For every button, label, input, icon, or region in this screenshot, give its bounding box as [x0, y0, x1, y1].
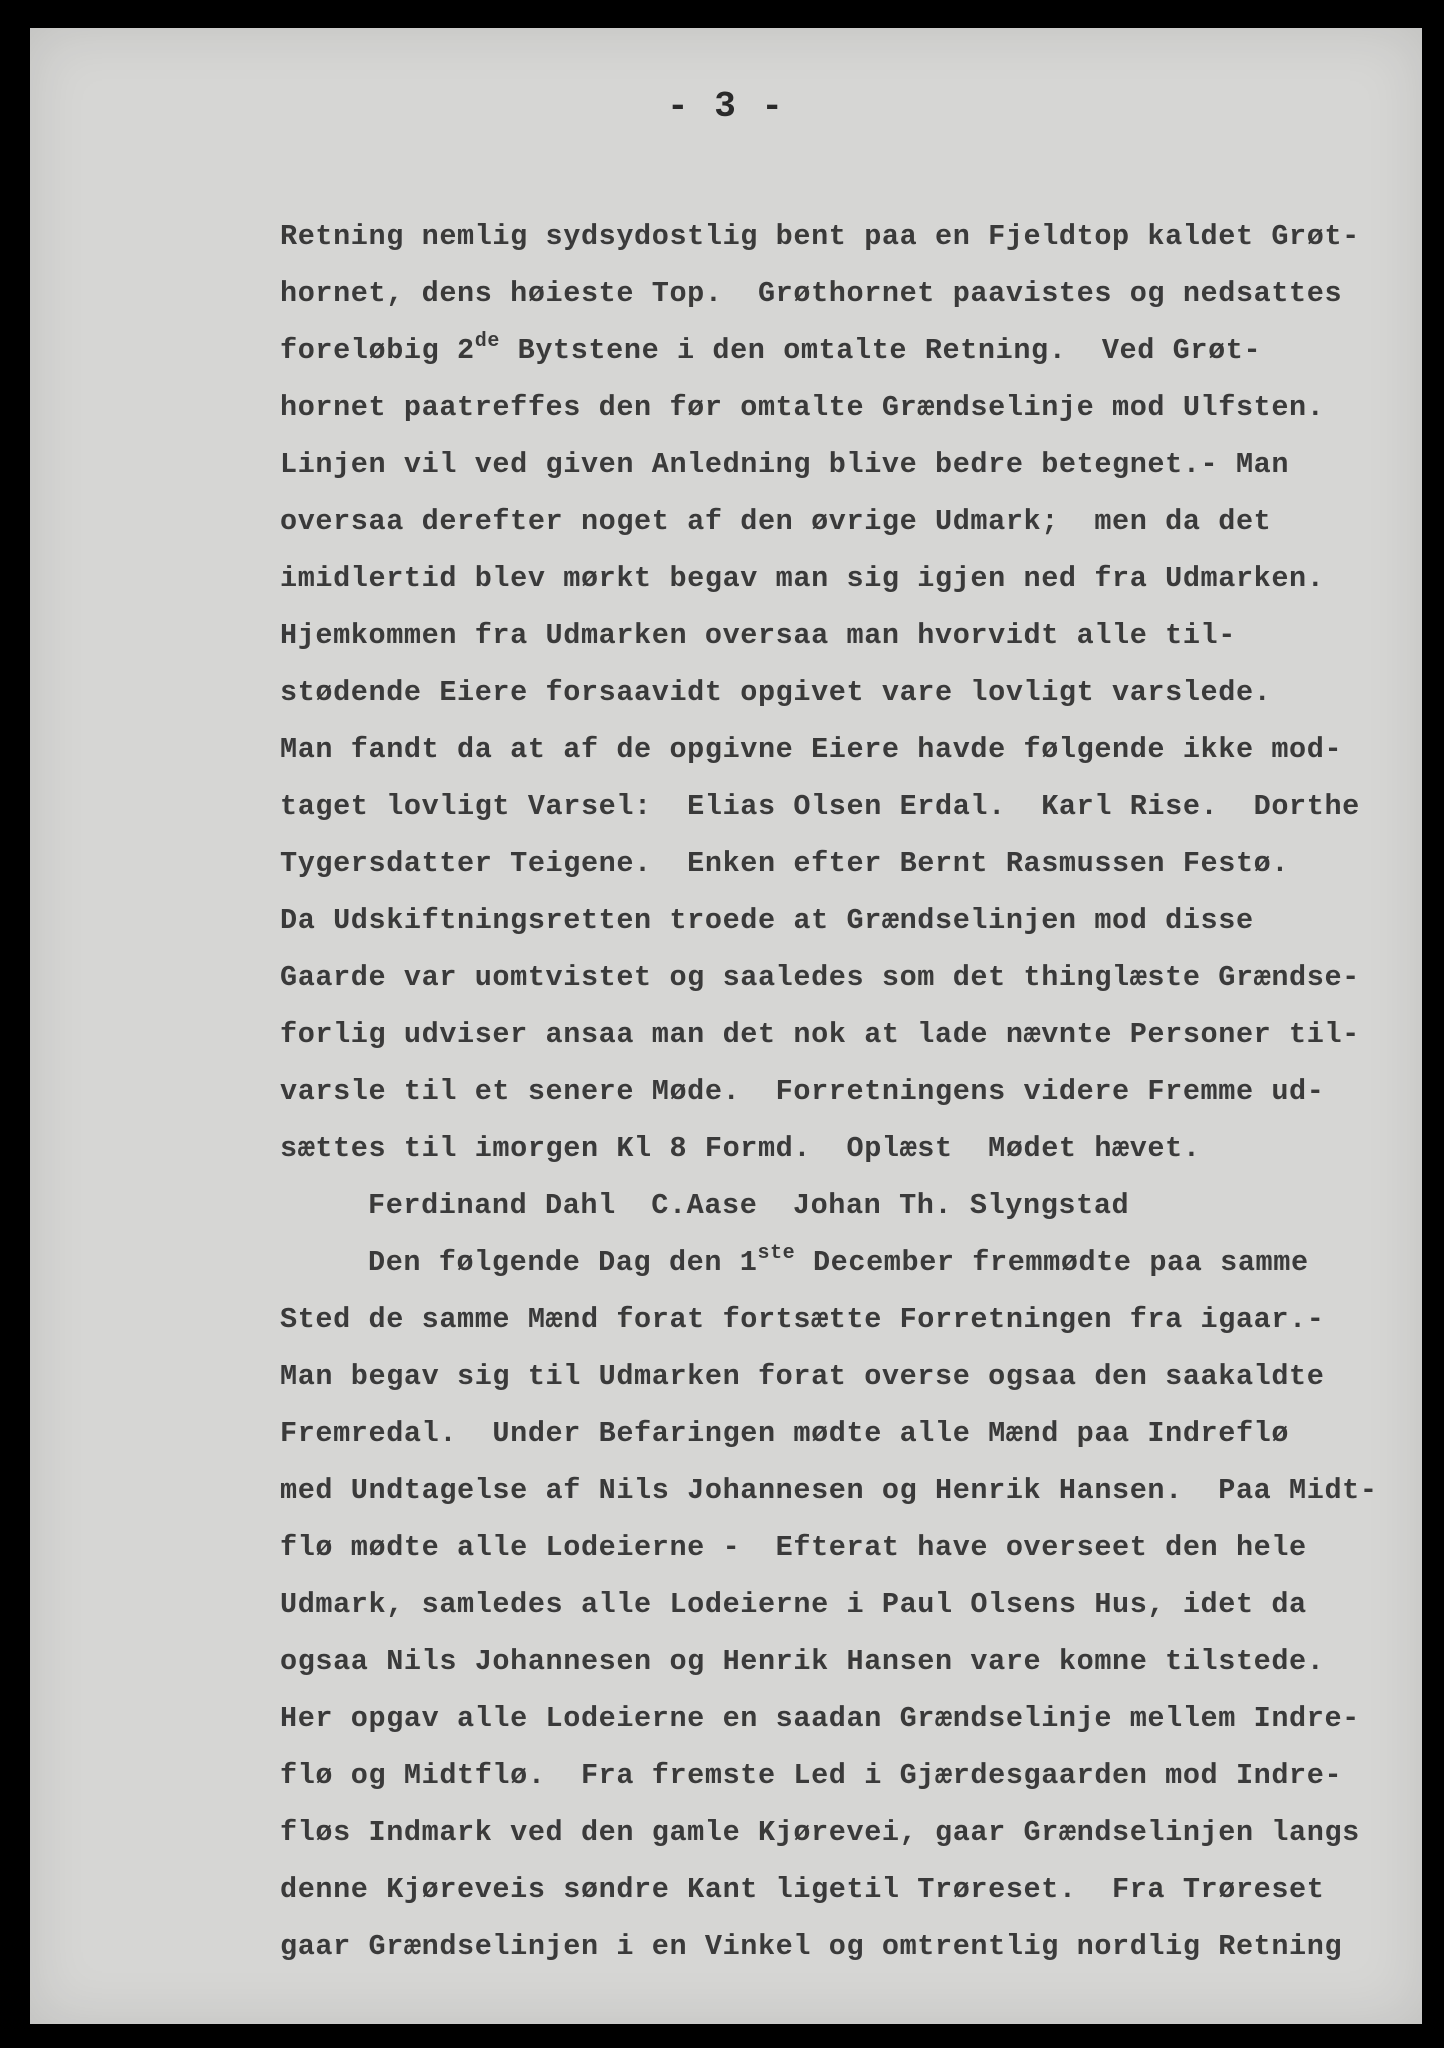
- page-number: - 3 -: [666, 86, 786, 127]
- text-line: Gaarde var uomtvistet og saaledes som det thinglæste Grændse-: [280, 961, 1360, 994]
- text-line: Retning nemlig sydsydostlig bent paa en Fjeldtop kaldet Grøt-: [280, 220, 1360, 253]
- text-segment: Den følgende Dag den 1: [368, 1246, 758, 1279]
- text-line: forlig udviser ansaa man det nok at lade nævnte Personer til-: [280, 1018, 1360, 1051]
- text-line: hornet paatreffes den før omtalte Grændselinje mod Ulfsten.: [280, 391, 1325, 424]
- text-line: med Undtagelse af Nils Johannesen og Henrik Hansen. Paa Midt-: [280, 1474, 1378, 1507]
- text-line: Tygersdatter Teigene. Enken efter Bernt Rasmussen Festø.: [280, 847, 1290, 880]
- text-line: Man begav sig til Udmarken forat overse ogsaa den saakaldte: [280, 1360, 1325, 1393]
- text-line: flø mødte alle Lodeierne - Efterat have overseet den hele: [280, 1531, 1307, 1564]
- text-line: hornet, dens høieste Top. Grøthornet paavistes og nedsattes: [280, 277, 1343, 310]
- text-line: [280, 1234, 1400, 1291]
- text-line: Man fandt da at af de opgivne Eiere havde følgende ikke mod-: [280, 733, 1343, 766]
- text-line: taget lovligt Varsel: Elias Olsen Erdal. Karl Rise. Dorthe: [280, 790, 1360, 823]
- document-page: [30, 28, 1422, 2024]
- text-segment: Bytstene i den omtalte Retning. Ved Grøt-: [499, 334, 1262, 367]
- text-line: Ferdinand Dahl C.Aase Johan Th. Slyngstad: [368, 1189, 1130, 1222]
- text-line: fløs Indmark ved den gamle Kjørevei, gaar Grændselinjen langs: [280, 1816, 1360, 1849]
- text-line: imidlertid blev mørkt begav man sig igjen ned fra Udmarken.: [280, 562, 1325, 595]
- text-segment: December fremmødte paa samme: [795, 1246, 1309, 1279]
- text-line: gaar Grændselinjen i en Vinkel og omtrentlig nordlig Retning: [280, 1930, 1343, 1963]
- text-line: oversaa derefter noget af den øvrige Udmark; men da det: [280, 505, 1272, 538]
- superscript: ste: [757, 1242, 796, 1265]
- text-line: flø og Midtflø. Fra fremste Led i Gjærdesgaarden mod Indre-: [280, 1759, 1343, 1792]
- text-line: Udmark, samledes alle Lodeierne i Paul Olsens Hus, idet da: [280, 1588, 1307, 1621]
- text-line: denne Kjøreveis søndre Kant ligetil Trøreset. Fra Trøreset: [280, 1873, 1325, 1906]
- text-line: ogsaa Nils Johannesen og Henrik Hansen vare komne tilstede.: [280, 1645, 1325, 1678]
- text-line: Fremredal. Under Befaringen mødte alle Mænd paa Indreflø: [280, 1417, 1290, 1450]
- text-line: sættes til imorgen Kl 8 Formd. Oplæst Mødet hævet.: [280, 1132, 1201, 1165]
- text-line: Sted de samme Mænd forat fortsætte Forretningen fra igaar.-: [280, 1303, 1325, 1336]
- text-line: Her opgav alle Lodeierne en saadan Grændselinje mellem Indre-: [280, 1702, 1360, 1735]
- document-body: [280, 208, 1400, 1975]
- text-line: [280, 322, 1400, 379]
- text-line: Linjen vil ved given Anledning blive bedre betegnet.- Man: [280, 448, 1290, 481]
- text-line: Hjemkommen fra Udmarken oversaa man hvorvidt alle til-: [280, 619, 1236, 652]
- superscript: de: [474, 330, 500, 353]
- text-line: Da Udskiftningsretten troede at Grændselinjen mod disse: [280, 904, 1254, 937]
- text-line: varsle til et senere Møde. Forretningens videre Fremme ud-: [280, 1075, 1325, 1108]
- text-segment: foreløbig 2: [280, 334, 475, 367]
- text-line: stødende Eiere forsaavidt opgivet vare lovligt varslede.: [280, 676, 1272, 709]
